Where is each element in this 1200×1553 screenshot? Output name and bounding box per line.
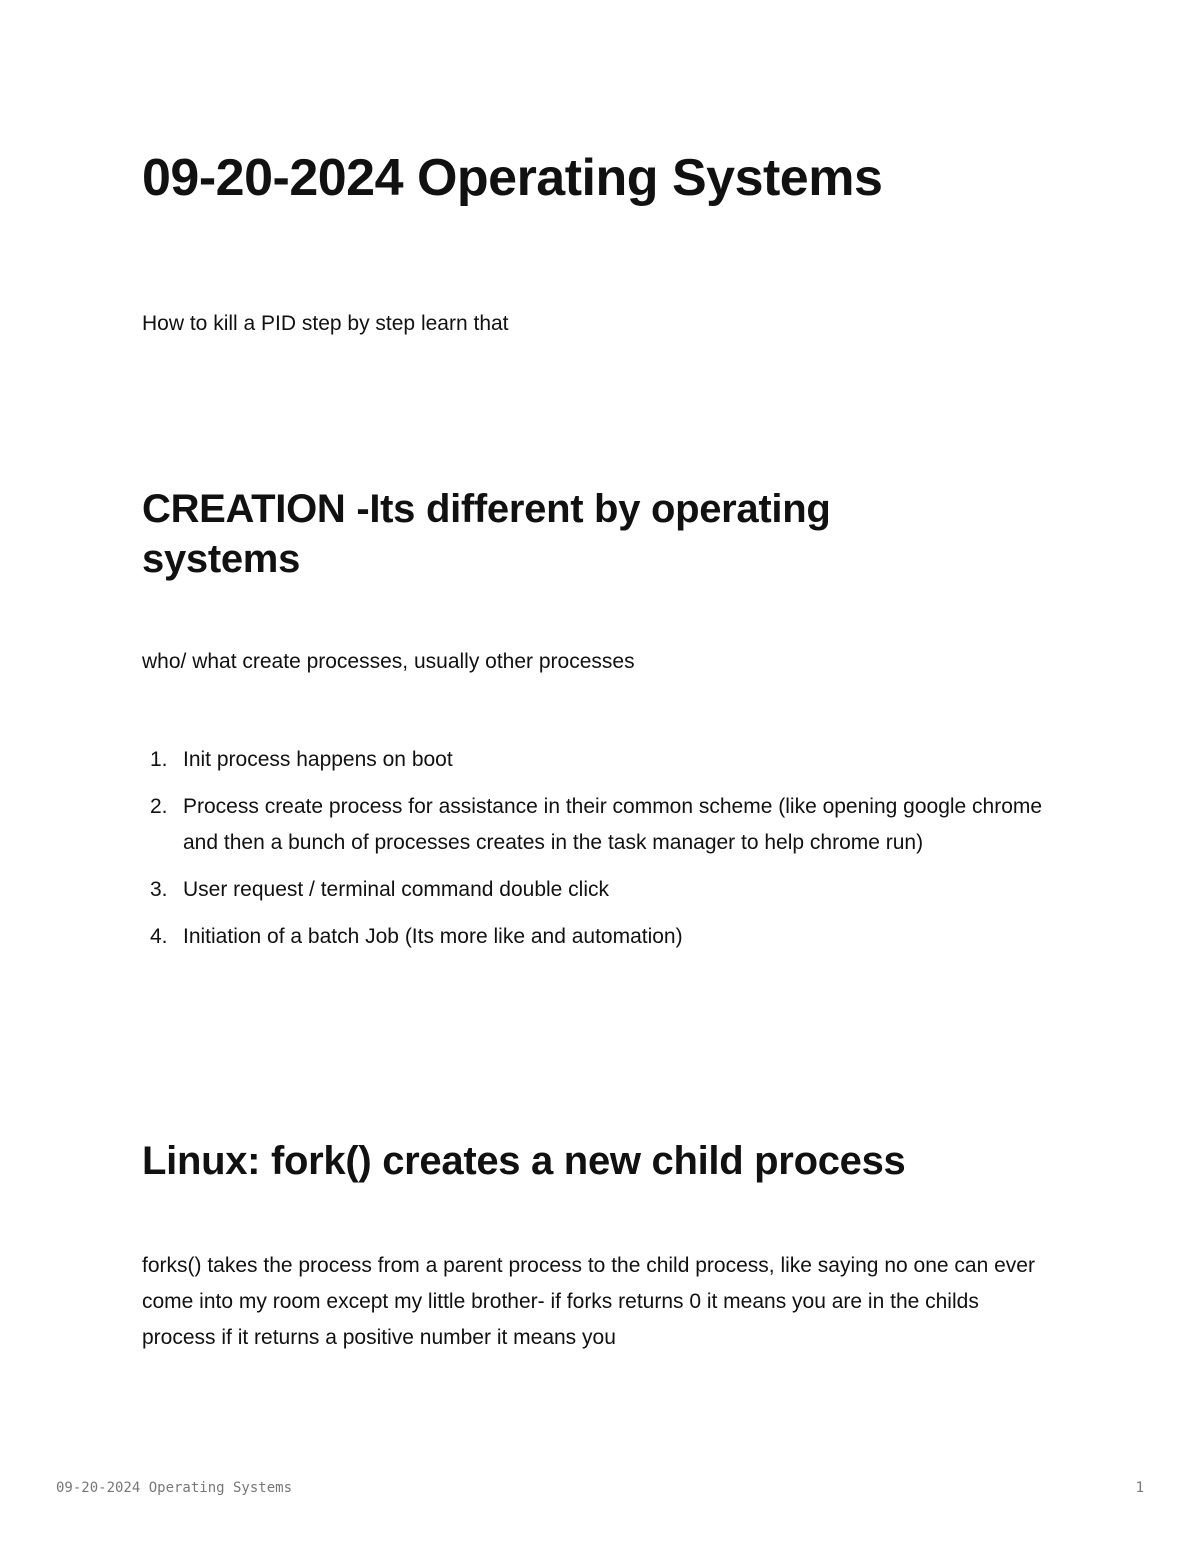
list-item-text: Process create process for assistance in their common scheme (like opening google chrome and then a bunch of processes creates in the task manager to help chrome run) [183,795,1043,854]
list-item-number: 1. [150,748,168,771]
page-title: 09-20-2024 Operating Systems [142,149,883,207]
footer-doc-title: 09-20-2024 Operating Systems [56,1480,293,1496]
creation-steps-list [142,742,1047,966]
list-item [142,919,1047,955]
list-item-number: 2. [150,795,168,818]
list-item [142,872,1047,908]
creation-paragraph: who/ what create processes, usually other processes [142,650,635,673]
footer-page-number: 1 [1135,1480,1144,1496]
list-item-number: 3. [150,878,168,901]
intro-paragraph: How to kill a PID step by step learn that [142,312,509,335]
list-item-number: 4. [150,925,168,948]
fork-paragraph: forks() takes the process from a parent process to the child process, like saying no one can ever come into my room except my little brother- if forks returns 0 it means you are in the childs process if it returns a positive number it means you [142,1254,1035,1349]
list-item [142,742,1047,778]
list-item-text: Init process happens on boot [183,748,453,771]
list-item-text: Initiation of a batch Job (Its more like and automation) [183,925,683,948]
section-heading-creation: CREATION -Its different by operating systems [142,487,831,581]
section-heading-linux-fork: Linux: fork() creates a new child process [142,1139,906,1183]
list-item-text: User request / terminal command double click [183,878,610,901]
list-item [142,789,1047,861]
